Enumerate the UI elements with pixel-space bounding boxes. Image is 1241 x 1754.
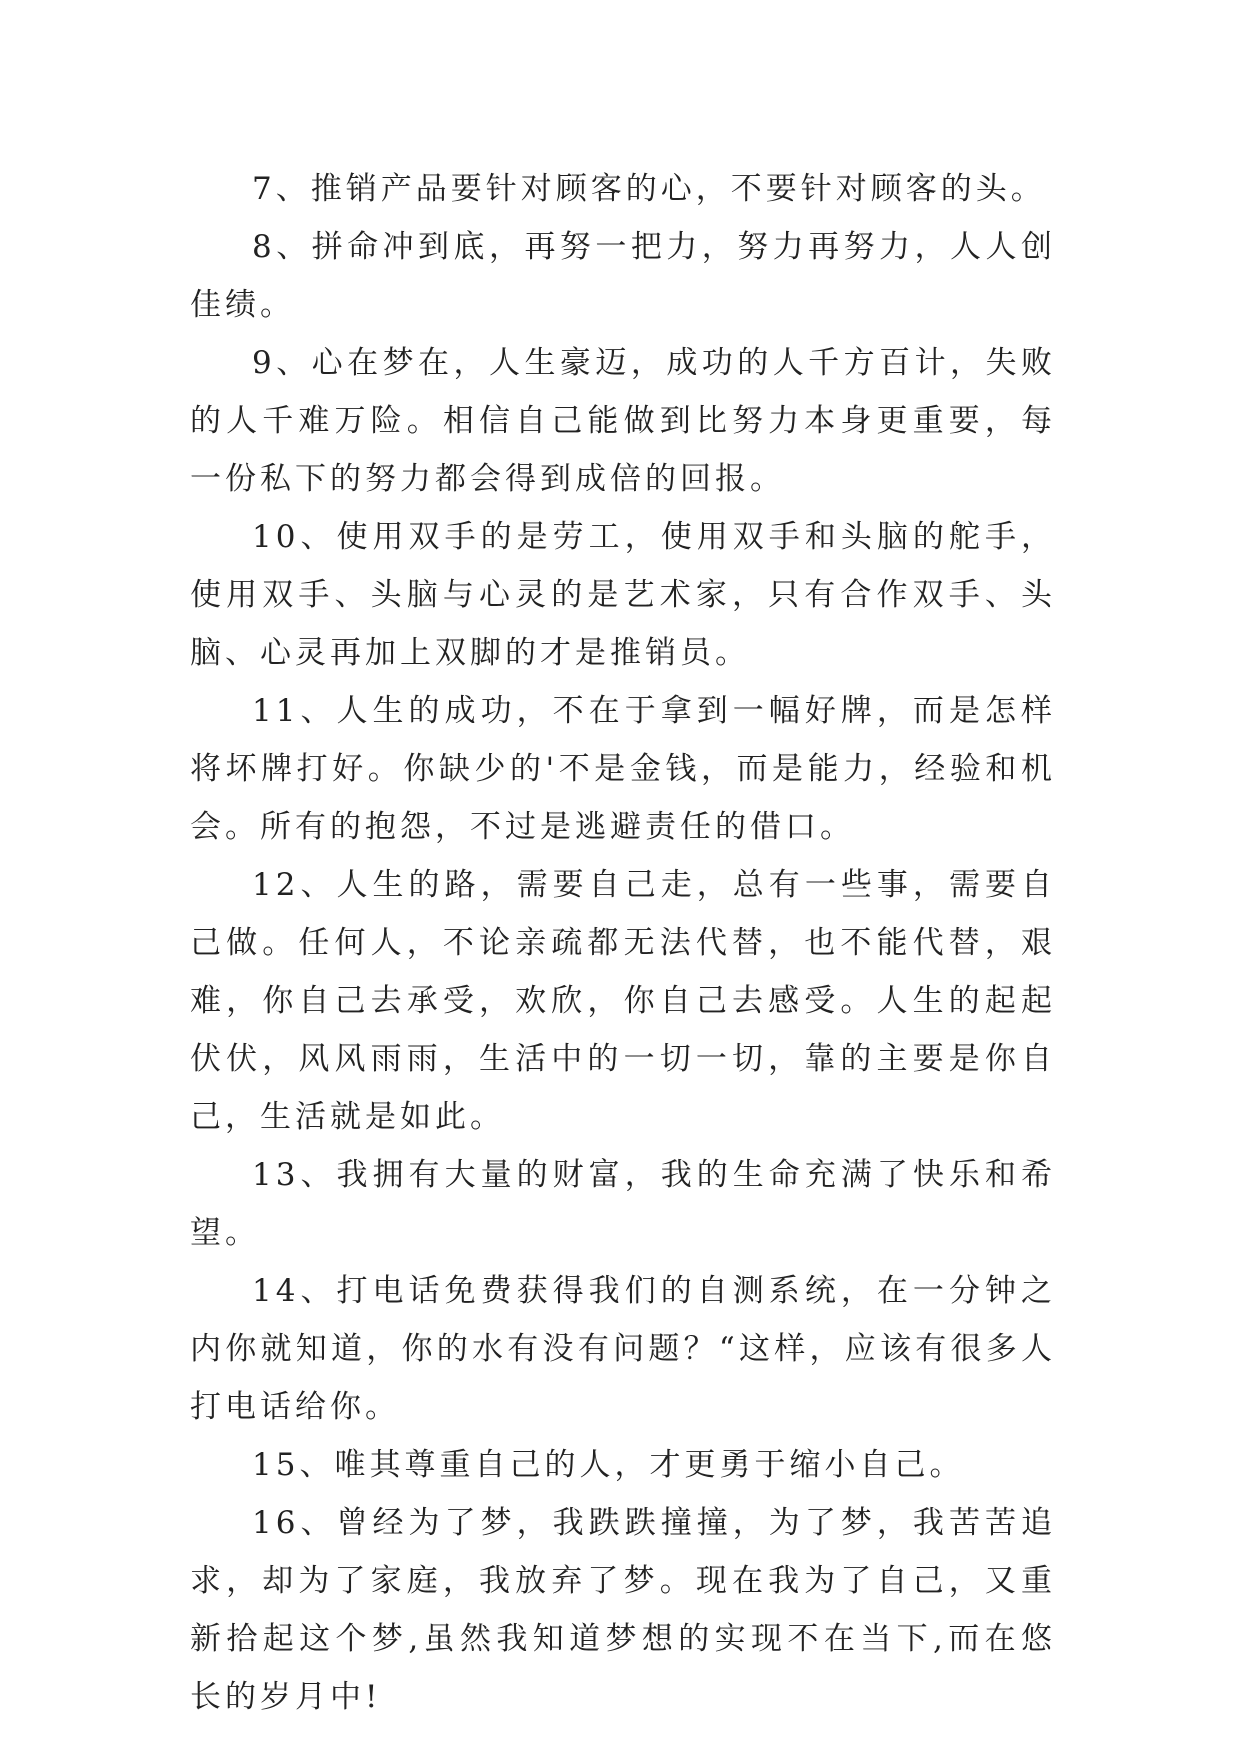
paragraph-11: 11、人生的成功，不在于拿到一幅好牌，而是怎样将坏牌打好。你缺少的'不是金钱，而是能力，经验和机会。所有的抱怨，不过是逃避责任的借口。 bbox=[190, 693, 1056, 845]
paragraph-15: 15、唯其尊重自己的人，才更勇于缩小自己。 bbox=[252, 1447, 965, 1483]
paragraph-7: 7、推销产品要针对顾客的心，不要针对顾客的头。 bbox=[252, 171, 1046, 207]
paragraph-10: 10、使用双手的是劳工，使用双手和头脑的舵手，使用双手、头脑与心灵的是艺术家，只有合作双手、头脑、心灵再加上双脚的才是推销员。 bbox=[190, 519, 1056, 671]
paragraph-16: 16、曾经为了梦，我跌跌撞撞，为了梦，我苦苦追求，却为了家庭，我放弃了梦。现在我为了自己，又重新拾起这个梦,虽然我知道梦想的实现不在当下,而在悠长的岁月中! bbox=[190, 1505, 1056, 1715]
paragraph-13: 13、我拥有大量的财富，我的生命充满了快乐和希望。 bbox=[190, 1157, 1056, 1251]
paragraph-12: 12、人生的路，需要自己走，总有一些事，需要自己做。任何人，不论亲疏都无法代替，也不能代替，艰难，你自己去承受，欢欣，你自己去感受。人生的起起伏伏，风风雨雨，生活中的一切一切，靠的主要是你自己，生活就是如此。 bbox=[190, 867, 1056, 1135]
paragraph-8: 8、拼命冲到底，再努一把力，努力再努力，人人创佳绩。 bbox=[190, 229, 1056, 323]
paragraph-14: 14、打电话免费获得我们的自测系统，在一分钟之内你就知道，你的水有没有问题？“这样，应该有很多人打电话给你。 bbox=[190, 1273, 1056, 1425]
paragraph-9: 9、心在梦在，人生豪迈，成功的人千方百计，失败的人千难万险。相信自己能做到比努力本身更重要，每一份私下的努力都会得到成倍的回报。 bbox=[190, 345, 1056, 497]
document-body bbox=[190, 160, 1056, 1726]
